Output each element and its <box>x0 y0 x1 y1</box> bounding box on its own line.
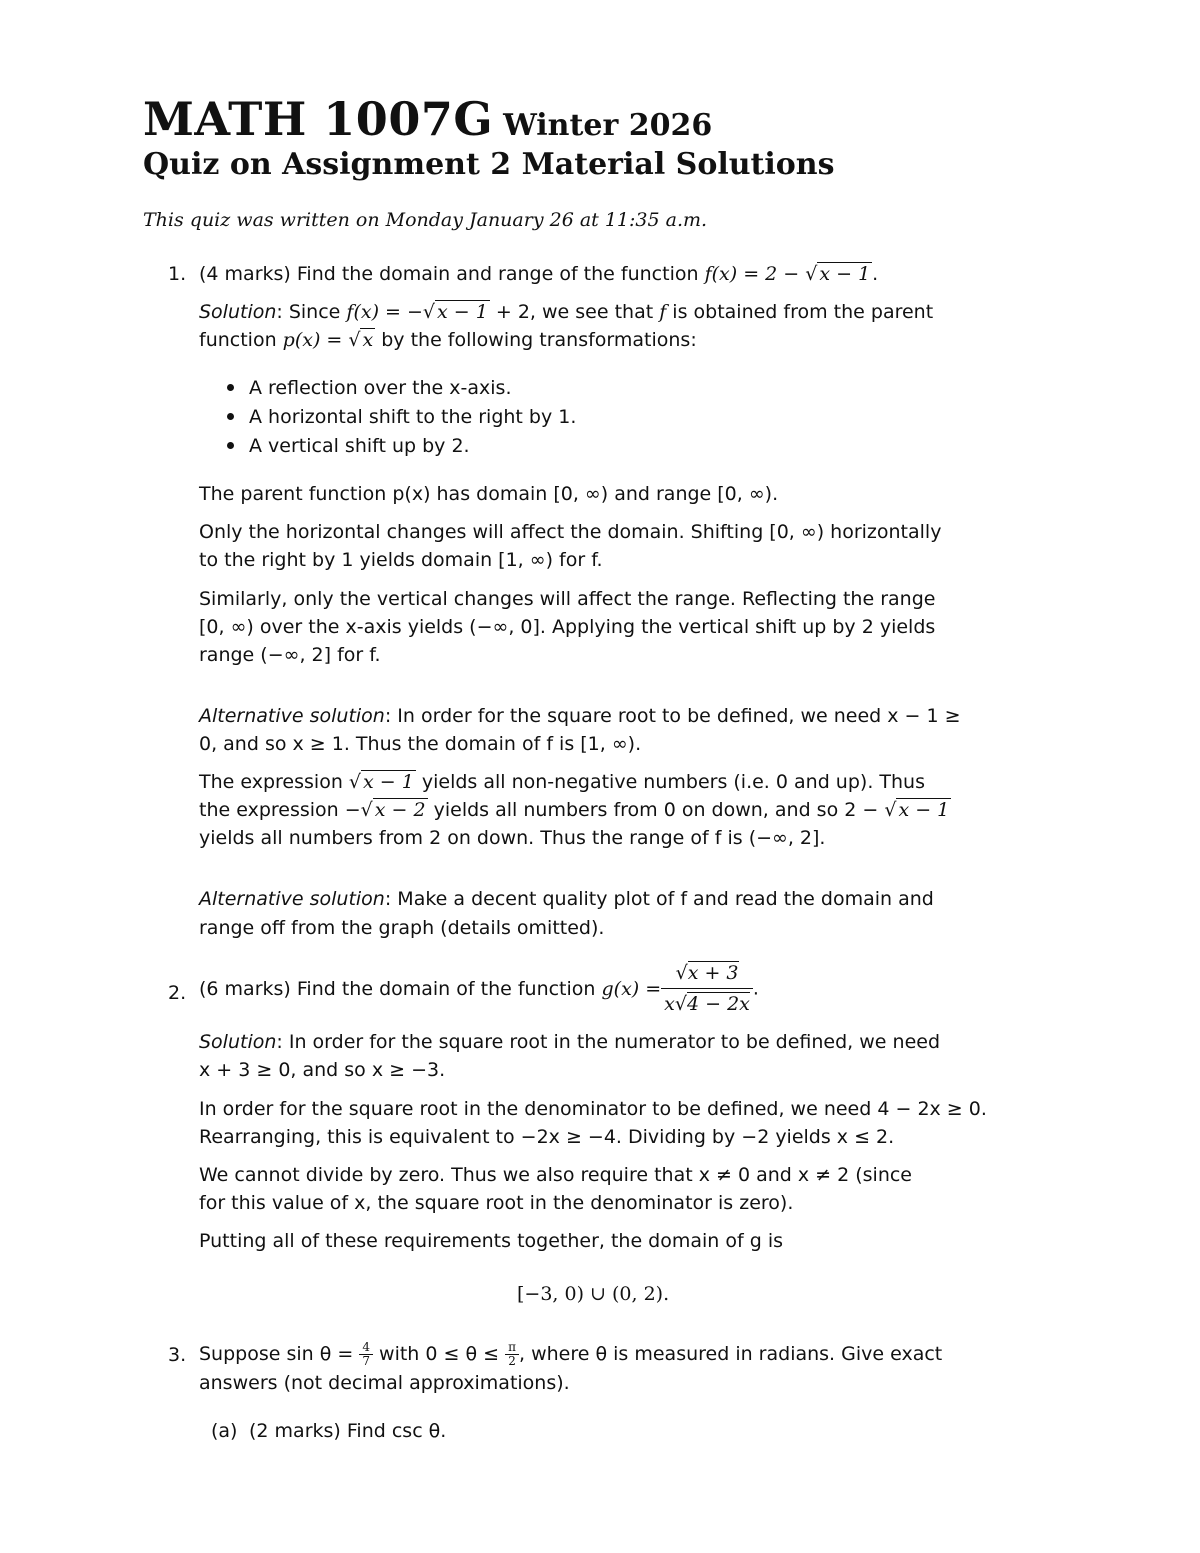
q1-solution-line-1 <box>199 299 933 325</box>
q2-answer: [−3, 0) ∪ (0, 2). <box>517 1283 670 1305</box>
q2-zero-text-1: We cannot divide by zero. Thus we also require that x ≠ 0 and x ≠ 2 (since <box>199 1164 913 1186</box>
term: Winter 2026 <box>503 108 713 143</box>
q1-sol-d: is obtained from the parent <box>666 301 934 323</box>
q2-solution-line-2: x + 3 ≥ 0, and so x ≥ −3. <box>199 1059 446 1081</box>
transform-item: A horizontal shift to the right by 1. <box>249 406 577 428</box>
bullet-dot <box>227 413 234 420</box>
q2-den-rad: 4 − 2x <box>687 993 750 1015</box>
q2-zero-text-2: for this value of x, the square root in the denominator is zero). <box>199 1192 794 1214</box>
q3-l1-c: , where θ is measured in radians. Give exact <box>519 1343 943 1365</box>
q3-line-2: answers (not decimal approximations). <box>199 1372 570 1394</box>
q1-prompt: Find the domain and range of the function <box>296 263 699 285</box>
q1-domain-text-1: Only the horizontal changes will affect the domain. Shifting [0, ∞) horizontally <box>199 521 942 543</box>
bullet-dot <box>227 442 234 449</box>
q3-part-a-label: (a) <box>211 1420 238 1442</box>
q2-denominator-text-2: Rearranging, this is equivalent to −2x ≥ −4. Dividing by −2 yields x ≤ 2. <box>199 1126 895 1148</box>
q1-expr-line-3: yields all numbers from 2 on down. Thus the range of f is (−∞, 2]. <box>199 827 826 849</box>
q1-number: 1. <box>168 263 187 285</box>
q2-solution-line-1 <box>199 1029 940 1055</box>
q1-expr2-b: yields all numbers from 0 on down, and so 2 − <box>427 799 885 821</box>
q1-expr-line-1 <box>199 769 925 795</box>
q2-numerator: √x + 3 <box>661 958 753 989</box>
q1-parent-text: The parent function p(x) has domain [0, ∞) and range [0, ∞). <box>199 483 779 505</box>
q3-frac-sin: $\frac{4}{7}$ <box>359 1341 373 1368</box>
q1-sol2-a: function <box>199 329 283 351</box>
q1-range-text-2: [0, ∞) over the x-axis yields (−∞, 0]. Applying the vertical shift up by 2 yields <box>199 616 936 638</box>
q2-num-rad: x + 3 <box>687 962 739 984</box>
q1-alt2-a: : Make a decent quality plot of f and read the domain and <box>384 888 934 910</box>
q1-sol-sqrt: √ x − 1 <box>422 301 488 323</box>
q1-range-text-1: Similarly, only the vertical changes will affect the range. Reflecting the range <box>199 588 936 610</box>
transform-item: A vertical shift up by 2. <box>249 435 470 457</box>
q1-expr2-sqrt2: √ x − 1 <box>884 799 950 821</box>
q1-alt2-line-1 <box>199 886 934 912</box>
q3-l1-a: Suppose sin θ = <box>199 1343 360 1365</box>
q1-alt-label: Alternative solution <box>199 705 385 727</box>
q1-alt-line-2: 0, and so x ≥ 1. Thus the domain of f is [1, ∞). <box>199 733 642 755</box>
q1-func: f(x) = 2 − <box>704 263 806 285</box>
q1-prompt-line: (4 marks) Find the domain and range of the function f(x) = 2 − √ x − 1 . <box>199 263 879 285</box>
q3-part-a <box>249 1418 446 1444</box>
q1-alt2-label: Alternative solution <box>199 888 385 910</box>
q1-expr1-b: yields all non-negative numbers (i.e. 0 and up). Thus <box>415 771 925 793</box>
q2-number: 2. <box>168 982 187 1004</box>
q2-prompt-line: (6 marks) Find the domain of the function g(x) = $\frac{√x + 3}{x√4 - 2x}$ . <box>199 958 759 1030</box>
q3-part-a-marks: (2 marks) <box>249 1420 341 1442</box>
page-subtitle: Quiz on Assignment 2 Material Solutions <box>143 147 835 182</box>
q2-solution-label: Solution <box>199 1031 277 1053</box>
q3-frac-pi: $\frac{\pi}{2}$ <box>505 1341 519 1368</box>
q1-alt2-line-2: range off from the graph (details omitted). <box>199 917 605 939</box>
q1-sol-b: + 2, we see that <box>489 301 660 323</box>
q3-part-a-text: Find csc θ. <box>346 1420 447 1442</box>
q3-l1-b: with 0 ≤ θ ≤ <box>373 1343 506 1365</box>
q1-expr1-a: The expression <box>199 771 349 793</box>
transform-item: A reflection over the x-axis. <box>249 377 512 399</box>
q2-denominator: x√4 − 2x <box>664 993 750 1015</box>
q1-solution-line-2 <box>199 327 697 353</box>
q2-denominator-text-1: In order for the square root in the denominator to be defined, we need 4 − 2x ≥ 0. <box>199 1098 987 1120</box>
q2-g: g(x) = <box>601 977 662 1000</box>
q2-prompt-text <box>199 974 661 1004</box>
q1-range-text-3: range (−∞, 2] for f. <box>199 644 381 666</box>
q3-line-1 <box>199 1336 942 1372</box>
q1-sol-f: f(x) = − <box>346 301 423 323</box>
written-note: This quiz was written on Monday January 26 at 11:35 a.m. <box>143 209 708 231</box>
q1-expr2-sqrt: √ x − 2 <box>360 799 426 821</box>
q2-together-text: Putting all of these requirements together, the domain of g is <box>199 1230 784 1252</box>
q1-sol2-sqrt: √ x <box>348 329 374 351</box>
q1-alt-line-1 <box>199 703 961 729</box>
q1-func-sqrt: √ x − 1 <box>805 263 871 285</box>
q1-expr1-sqrt: √ x − 1 <box>348 771 414 793</box>
q3-number: 3. <box>168 1344 187 1366</box>
bullet-dot <box>227 384 234 391</box>
title-line <box>143 92 712 146</box>
q1-sol-a: : Since <box>276 301 347 323</box>
q1-expr2-a: the expression − <box>199 799 361 821</box>
q1-solution-label: Solution <box>199 301 277 323</box>
q2-den-x: x <box>664 993 675 1015</box>
q2-s1-a: : In order for the square root in the numerator to be defined, we need <box>276 1031 941 1053</box>
q1-marks: (4 marks) <box>199 263 291 285</box>
q1-sol2-p: p(x) = <box>282 329 349 351</box>
q2-marks: (6 marks) <box>199 977 291 1000</box>
q1-sol2-b: by the following transformations: <box>375 329 697 351</box>
q1-domain-text-2: to the right by 1 yields domain [1, ∞) for f. <box>199 549 603 571</box>
q1-sol-c: f <box>659 301 667 323</box>
q1-alt1-a: : In order for the square root to be defined, we need x − 1 ≥ <box>384 705 961 727</box>
q2-prompt: Find the domain of the function <box>296 977 596 1000</box>
q2-fraction <box>661 958 753 1019</box>
q1-expr-line-2 <box>199 797 951 823</box>
course-code: MATH 1007G <box>143 92 494 146</box>
